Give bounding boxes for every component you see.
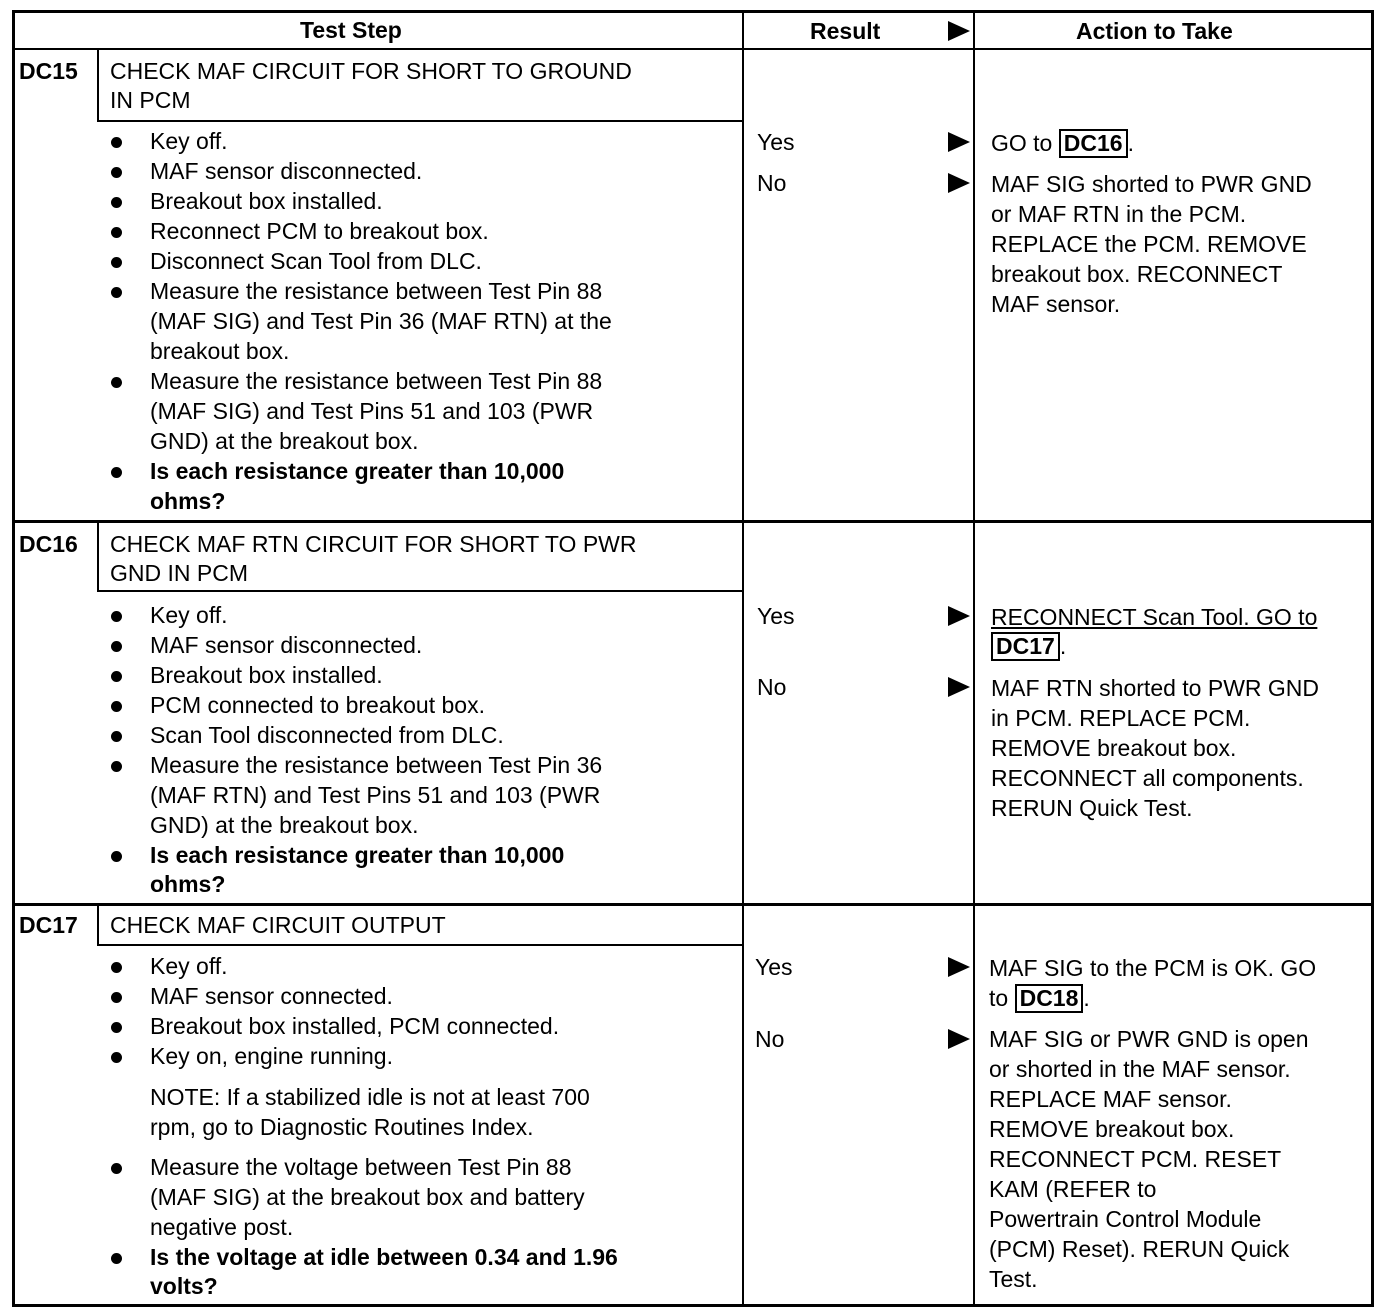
action-text: . bbox=[1127, 130, 1134, 156]
bullet-icon bbox=[111, 167, 122, 178]
result-arrow-icon bbox=[948, 957, 970, 977]
action-yes bbox=[991, 128, 1134, 158]
bullet-icon bbox=[111, 257, 122, 268]
bullet-text: Measure the resistance between Test Pin 88 bbox=[150, 278, 603, 304]
action-no-line: or MAF RTN in the PCM. bbox=[991, 201, 1247, 227]
action-no-line: (PCM) Reset). RERUN Quick bbox=[989, 1236, 1290, 1262]
bullet-text: PCM connected to breakout box. bbox=[150, 692, 485, 718]
note-text: NOTE: If a stabilized idle is not at least 700 bbox=[150, 1084, 590, 1110]
bullet-question: ohms? bbox=[150, 871, 226, 897]
result-arrow-icon bbox=[948, 132, 970, 152]
action-no-line: KAM (REFER to bbox=[989, 1176, 1157, 1202]
bullet-icon bbox=[111, 137, 122, 148]
action-yes-line bbox=[991, 631, 1066, 661]
step-reference-link[interactable]: DC17 bbox=[991, 632, 1060, 661]
bullet-icon bbox=[111, 731, 122, 742]
bullet-text: Key off. bbox=[150, 602, 228, 628]
action-yes-line: MAF SIG to the PCM is OK. GO bbox=[989, 955, 1317, 981]
action-no-line: or shorted in the MAF sensor. bbox=[989, 1056, 1291, 1082]
bullet-icon bbox=[111, 641, 122, 652]
bullet-icon bbox=[111, 1163, 122, 1174]
bullet-text: Key off. bbox=[150, 953, 228, 979]
bullet-text: (MAF SIG) and Test Pins 51 and 103 (PWR bbox=[150, 398, 594, 424]
bullet-icon bbox=[111, 287, 122, 298]
action-yes-line bbox=[989, 983, 1090, 1013]
action-yes-line bbox=[991, 602, 1317, 632]
action-no-line: breakout box. RECONNECT bbox=[991, 261, 1283, 287]
bullet-text: (MAF RTN) and Test Pins 51 and 103 (PWR bbox=[150, 782, 601, 808]
action-no-line: MAF SIG shorted to PWR GND bbox=[991, 171, 1312, 197]
step-id-divider bbox=[97, 50, 99, 120]
action-text: RECONNECT Scan Tool. GO to bbox=[991, 604, 1318, 630]
header-arrow-icon bbox=[948, 21, 970, 41]
action-no-line: REMOVE breakout box. bbox=[989, 1116, 1235, 1142]
action-no-line: Powertrain Control Module bbox=[989, 1206, 1262, 1232]
result-arrow-icon bbox=[948, 677, 970, 697]
step-title: CHECK MAF CIRCUIT FOR SHORT TO GROUND bbox=[110, 58, 632, 84]
result-yes: Yes bbox=[755, 954, 793, 980]
result-arrow-icon bbox=[948, 1029, 970, 1049]
action-no-line: REMOVE breakout box. bbox=[991, 735, 1237, 761]
result-arrow-icon bbox=[948, 173, 970, 193]
bullet-text: GND) at the breakout box. bbox=[150, 812, 419, 838]
bullet-icon bbox=[111, 671, 122, 682]
bullet-question: Is each resistance greater than 10,000 bbox=[150, 842, 565, 868]
result-yes: Yes bbox=[757, 129, 795, 155]
bullet-text: (MAF SIG) and Test Pin 36 (MAF RTN) at the bbox=[150, 308, 612, 334]
bullet-text: Measure the resistance between Test Pin 36 bbox=[150, 752, 603, 778]
step-title: GND IN PCM bbox=[110, 560, 248, 586]
bullet-text: Reconnect PCM to breakout box. bbox=[150, 218, 489, 244]
bullet-text: MAF sensor connected. bbox=[150, 983, 393, 1009]
action-text: . bbox=[1083, 985, 1090, 1011]
bullet-text: Breakout box installed. bbox=[150, 662, 383, 688]
result-no: No bbox=[757, 170, 787, 196]
bullet-text: Measure the resistance between Test Pin 88 bbox=[150, 368, 603, 394]
title-divider bbox=[97, 120, 743, 122]
step-reference-link[interactable]: DC18 bbox=[1015, 984, 1084, 1013]
action-no-line: MAF sensor. bbox=[991, 291, 1121, 317]
bullet-text: Breakout box installed, PCM connected. bbox=[150, 1013, 560, 1039]
bullet-question: Is the voltage at idle between 0.34 and 1.96 bbox=[150, 1244, 618, 1270]
bullet-icon bbox=[111, 962, 122, 973]
bullet-text: Measure the voltage between Test Pin 88 bbox=[150, 1154, 572, 1180]
step-title: IN PCM bbox=[110, 87, 191, 113]
bullet-text: GND) at the breakout box. bbox=[150, 428, 419, 454]
header-action: Action to Take bbox=[1076, 18, 1233, 44]
column-divider bbox=[742, 10, 744, 1307]
table-border-bottom bbox=[12, 1304, 1374, 1307]
header-result: Result bbox=[810, 18, 881, 44]
bullet-text: Scan Tool disconnected from DLC. bbox=[150, 722, 504, 748]
result-yes: Yes bbox=[757, 603, 795, 629]
row-divider bbox=[12, 903, 1374, 906]
note-text: rpm, go to Diagnostic Routines Index. bbox=[150, 1114, 534, 1140]
bullet-text: Breakout box installed. bbox=[150, 188, 383, 214]
step-id: DC17 bbox=[19, 912, 78, 938]
column-divider bbox=[973, 10, 975, 1307]
bullet-text: Key off. bbox=[150, 128, 228, 154]
bullet-icon bbox=[111, 851, 122, 862]
bullet-text: Key on, engine running. bbox=[150, 1043, 393, 1069]
step-id-divider bbox=[97, 523, 99, 590]
bullet-text: MAF sensor disconnected. bbox=[150, 632, 423, 658]
row-divider bbox=[12, 520, 1374, 523]
bullet-text: negative post. bbox=[150, 1214, 294, 1240]
result-no: No bbox=[757, 674, 787, 700]
action-no-line: REPLACE MAF sensor. bbox=[989, 1086, 1232, 1112]
action-text: . bbox=[1059, 633, 1067, 659]
action-no-line: RERUN Quick Test. bbox=[991, 795, 1193, 821]
action-no-line: RECONNECT all components. bbox=[991, 765, 1304, 791]
table-border-top bbox=[12, 10, 1374, 13]
action-text: GO to bbox=[991, 130, 1053, 156]
bullet-icon bbox=[111, 1052, 122, 1063]
title-divider bbox=[97, 590, 743, 592]
table-border-left bbox=[12, 10, 15, 1307]
bullet-icon bbox=[111, 197, 122, 208]
bullet-icon bbox=[111, 761, 122, 772]
step-title: CHECK MAF RTN CIRCUIT FOR SHORT TO PWR bbox=[110, 531, 637, 557]
action-no-line: MAF SIG or PWR GND is open bbox=[989, 1026, 1309, 1052]
action-no-line: Test. bbox=[989, 1266, 1038, 1292]
bullet-icon bbox=[111, 227, 122, 238]
action-no-line: MAF RTN shorted to PWR GND bbox=[991, 675, 1320, 701]
result-no: No bbox=[755, 1026, 785, 1052]
bullet-question: ohms? bbox=[150, 488, 226, 514]
bullet-icon bbox=[111, 1253, 122, 1264]
step-id-divider bbox=[97, 906, 99, 944]
action-text: to bbox=[989, 985, 1009, 1011]
table-border-right bbox=[1371, 10, 1374, 1307]
bullet-icon bbox=[111, 377, 122, 388]
bullet-question: volts? bbox=[150, 1273, 218, 1299]
step-title: CHECK MAF CIRCUIT OUTPUT bbox=[110, 912, 446, 938]
bullet-text: Disconnect Scan Tool from DLC. bbox=[150, 248, 482, 274]
title-divider bbox=[97, 944, 743, 946]
step-reference-link[interactable]: DC16 bbox=[1059, 129, 1128, 158]
bullet-icon bbox=[111, 611, 122, 622]
bullet-icon bbox=[111, 992, 122, 1003]
step-id: DC15 bbox=[19, 58, 78, 84]
bullet-icon bbox=[111, 1022, 122, 1033]
header-divider bbox=[12, 48, 1374, 50]
bullet-icon bbox=[111, 701, 122, 712]
action-no-line: RECONNECT PCM. RESET bbox=[989, 1146, 1282, 1172]
bullet-text: breakout box. bbox=[150, 338, 290, 364]
result-arrow-icon bbox=[948, 606, 970, 626]
bullet-text: (MAF SIG) at the breakout box and battery bbox=[150, 1184, 585, 1210]
bullet-icon bbox=[111, 467, 122, 478]
action-no-line: REPLACE the PCM. REMOVE bbox=[991, 231, 1307, 257]
step-id: DC16 bbox=[19, 531, 78, 557]
action-no-line: in PCM. REPLACE PCM. bbox=[991, 705, 1251, 731]
bullet-question: Is each resistance greater than 10,000 bbox=[150, 458, 565, 484]
bullet-text: MAF sensor disconnected. bbox=[150, 158, 423, 184]
header-test-step: Test Step bbox=[300, 17, 402, 43]
